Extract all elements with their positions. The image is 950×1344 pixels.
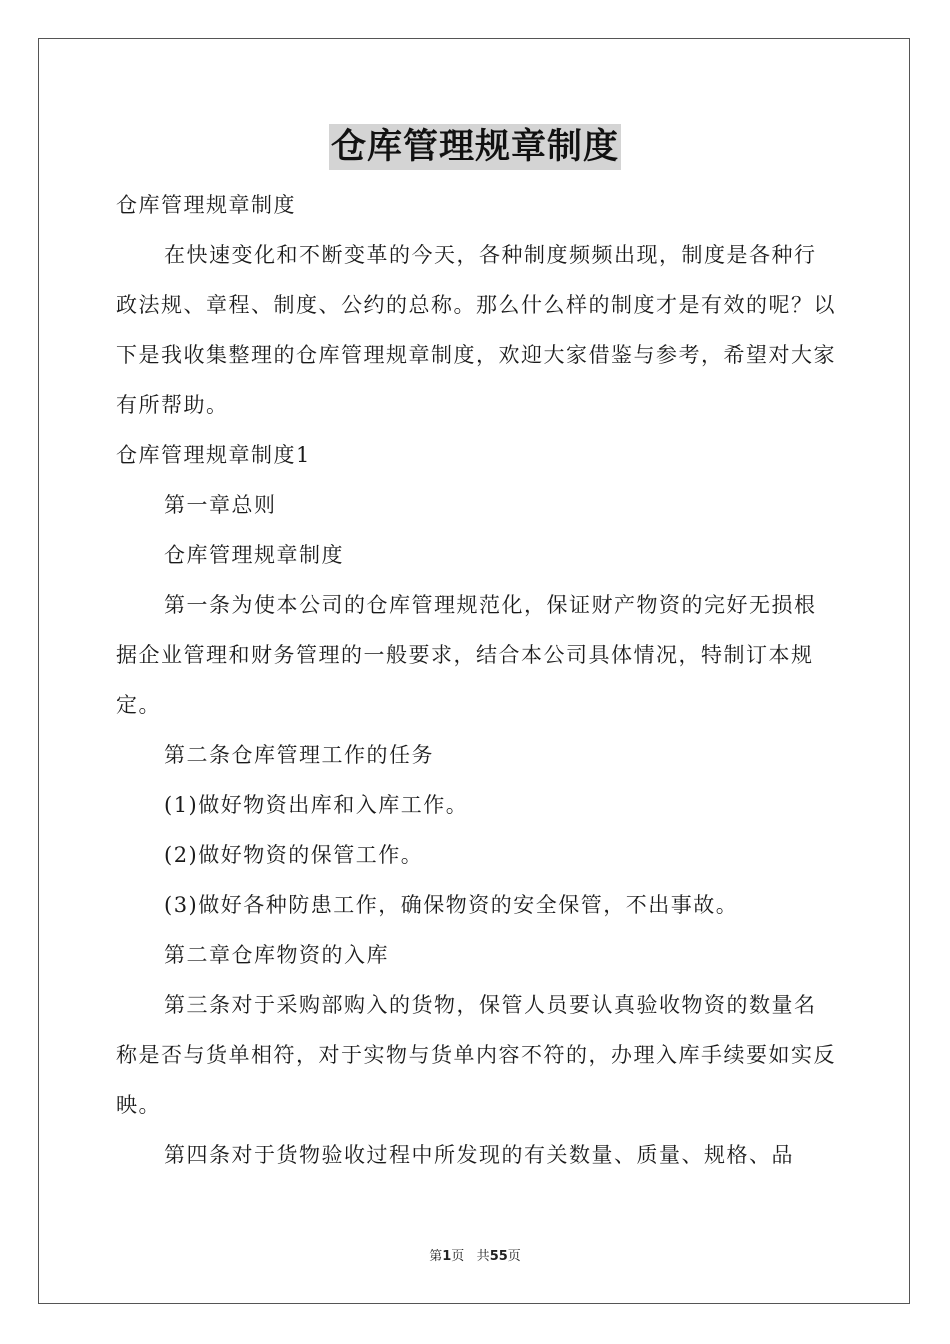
page-footer [0,1248,950,1266]
paragraph: 第一条为使本公司的仓库管理规范化，保证财产物资的完好无损根据企业管理和财务管理的一般要求，结合本公司具体情况，特制订本规定。 [116,593,817,717]
total-pages: 55 [489,1249,508,1264]
paragraph: (2)做好物资的保管工作。 [164,843,424,867]
total-suffix: 页 [507,1249,521,1264]
document-title: 仓库管理规章制度 [329,124,621,170]
page-prefix: 第 [429,1249,443,1264]
page-suffix: 页 [451,1249,465,1264]
paragraph: 仓库管理规章制度1 [116,443,311,467]
paragraph: 第二条仓库管理工作的任务 [164,743,434,767]
paragraph: 第四条对于货物验收过程中所发现的有关数量、质量、规格、品 [164,1143,794,1167]
paragraph: 第二章仓库物资的入库 [164,943,389,967]
document-body [116,180,836,1180]
page-number: 1 [442,1249,452,1264]
paragraph: 第一章总则 [164,493,277,517]
paragraph: (3)做好各种防患工作，确保物资的安全保管，不出事故。 [164,893,739,917]
paragraph: 仓库管理规章制度 [164,543,344,567]
paragraph: 仓库管理规章制度 [116,193,296,217]
paragraph: 在快速变化和不断变革的今天，各种制度频频出现，制度是各种行政法规、章程、制度、公约的总称。那么什么样的制度才是有效的呢？以下是我收集整理的仓库管理规章制度，欢迎大家借鉴与参考，希望对大家有所帮助。 [116,243,836,417]
title-container [0,124,950,170]
total-prefix: 共 [476,1249,490,1264]
paragraph: 第三条对于采购部购入的货物，保管人员要认真验收物资的数量名称是否与货单相符，对于实物与货单内容不符的，办理入库手续要如实反映。 [116,993,836,1117]
paragraph: (1)做好物资出库和入库工作。 [164,793,469,817]
